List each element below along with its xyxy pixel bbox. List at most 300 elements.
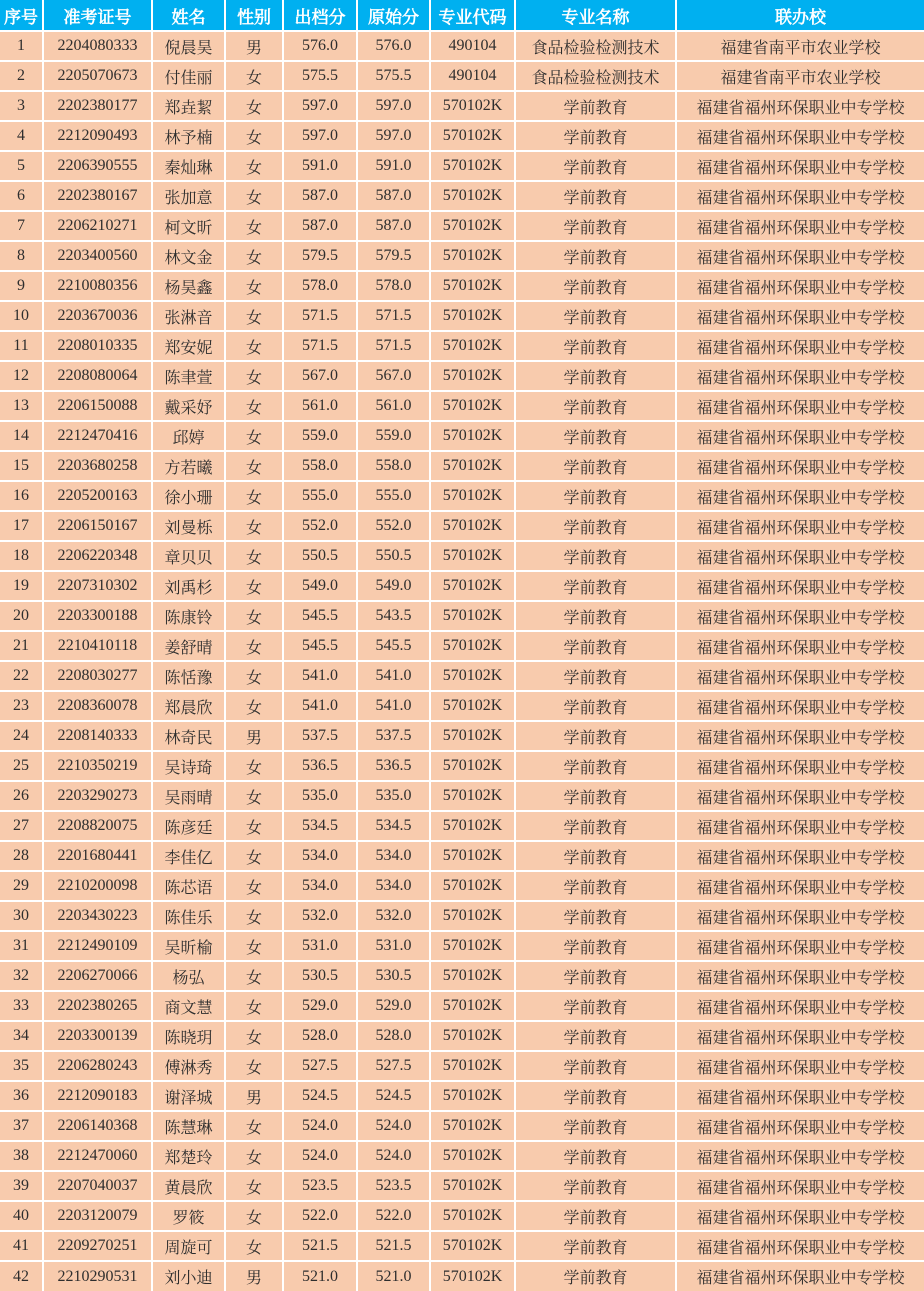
table-row [0, 181, 924, 211]
cell-major-code: 570102K [430, 511, 515, 541]
cell-school: 福建省福州环保职业中专学校 [676, 271, 924, 301]
cell-serial: 32 [0, 961, 43, 991]
cell-major-code: 570102K [430, 991, 515, 1021]
cell-raw-score: 579.5 [357, 241, 430, 271]
cell-name: 陈康铃 [152, 601, 225, 631]
cell-major-name: 学前教育 [515, 871, 676, 901]
table-row [0, 391, 924, 421]
cell-name: 邱婷 [152, 421, 225, 451]
cell-school: 福建省福州环保职业中专学校 [676, 691, 924, 721]
table-row [0, 1051, 924, 1081]
cell-name: 陈芯语 [152, 871, 225, 901]
cell-gender: 女 [225, 751, 283, 781]
cell-raw-score: 578.0 [357, 271, 430, 301]
cell-raw-score: 524.5 [357, 1081, 430, 1111]
table-row [0, 751, 924, 781]
cell-gender: 女 [225, 601, 283, 631]
cell-major-code: 570102K [430, 541, 515, 571]
cell-major-name: 学前教育 [515, 841, 676, 871]
cell-school: 福建省福州环保职业中专学校 [676, 871, 924, 901]
cell-name: 付佳丽 [152, 61, 225, 91]
cell-admit-score: 528.0 [283, 1021, 357, 1051]
cell-major-code: 570102K [430, 1261, 515, 1291]
table-row [0, 601, 924, 631]
cell-raw-score: 535.0 [357, 781, 430, 811]
cell-name: 陈恬豫 [152, 661, 225, 691]
cell-gender: 女 [225, 571, 283, 601]
table-row [0, 961, 924, 991]
cell-serial: 36 [0, 1081, 43, 1111]
table-row [0, 151, 924, 181]
cell-exam-no: 2203400560 [43, 241, 152, 271]
cell-exam-no: 2212490109 [43, 931, 152, 961]
cell-school: 福建省福州环保职业中专学校 [676, 541, 924, 571]
cell-major-name: 学前教育 [515, 901, 676, 931]
cell-exam-no: 2203120079 [43, 1201, 152, 1231]
column-header-admit-score: 出档分 [283, 0, 357, 31]
cell-admit-score: 567.0 [283, 361, 357, 391]
cell-admit-score: 529.0 [283, 991, 357, 1021]
cell-major-name: 学前教育 [515, 331, 676, 361]
table-row [0, 1261, 924, 1291]
cell-raw-score: 576.0 [357, 31, 430, 61]
cell-major-code: 570102K [430, 961, 515, 991]
table-row [0, 361, 924, 391]
cell-major-code: 570102K [430, 751, 515, 781]
cell-major-name: 学前教育 [515, 571, 676, 601]
cell-exam-no: 2212090493 [43, 121, 152, 151]
cell-gender: 女 [225, 121, 283, 151]
table-row [0, 211, 924, 241]
cell-gender: 女 [225, 631, 283, 661]
cell-serial: 10 [0, 301, 43, 331]
cell-major-name: 学前教育 [515, 211, 676, 241]
cell-admit-score: 552.0 [283, 511, 357, 541]
cell-raw-score: 587.0 [357, 211, 430, 241]
table-row [0, 481, 924, 511]
cell-exam-no: 2206390555 [43, 151, 152, 181]
cell-serial: 28 [0, 841, 43, 871]
cell-name: 姜舒晴 [152, 631, 225, 661]
cell-name: 谢泽城 [152, 1081, 225, 1111]
table-row [0, 901, 924, 931]
cell-name: 刘小迪 [152, 1261, 225, 1291]
cell-major-name: 学前教育 [515, 751, 676, 781]
cell-raw-score: 523.5 [357, 1171, 430, 1201]
cell-major-name: 学前教育 [515, 271, 676, 301]
cell-major-code: 570102K [430, 1141, 515, 1171]
cell-raw-score: 549.0 [357, 571, 430, 601]
cell-major-code: 570102K [430, 721, 515, 751]
cell-raw-score: 550.5 [357, 541, 430, 571]
cell-school: 福建省福州环保职业中专学校 [676, 751, 924, 781]
cell-gender: 女 [225, 391, 283, 421]
cell-gender: 女 [225, 61, 283, 91]
cell-serial: 24 [0, 721, 43, 751]
cell-gender: 女 [225, 481, 283, 511]
table-row [0, 301, 924, 331]
table-row [0, 871, 924, 901]
cell-gender: 女 [225, 451, 283, 481]
cell-gender: 女 [225, 811, 283, 841]
cell-major-name: 食品检验检测技术 [515, 61, 676, 91]
cell-major-name: 学前教育 [515, 1141, 676, 1171]
cell-gender: 女 [225, 901, 283, 931]
cell-raw-score: 558.0 [357, 451, 430, 481]
cell-school: 福建省福州环保职业中专学校 [676, 781, 924, 811]
cell-raw-score: 529.0 [357, 991, 430, 1021]
cell-major-code: 570102K [430, 1231, 515, 1261]
cell-school: 福建省福州环保职业中专学校 [676, 211, 924, 241]
cell-serial: 9 [0, 271, 43, 301]
column-header-major-name: 专业名称 [515, 0, 676, 31]
cell-raw-score: 537.5 [357, 721, 430, 751]
cell-school: 福建省福州环保职业中专学校 [676, 181, 924, 211]
cell-exam-no: 2206220348 [43, 541, 152, 571]
cell-raw-score: 521.5 [357, 1231, 430, 1261]
cell-major-name: 学前教育 [515, 481, 676, 511]
cell-raw-score: 591.0 [357, 151, 430, 181]
cell-exam-no: 2202380167 [43, 181, 152, 211]
cell-name: 郑垚絜 [152, 91, 225, 121]
cell-admit-score: 523.5 [283, 1171, 357, 1201]
cell-major-name: 学前教育 [515, 1261, 676, 1291]
cell-admit-score: 575.5 [283, 61, 357, 91]
cell-raw-score: 532.0 [357, 901, 430, 931]
cell-school: 福建省福州环保职业中专学校 [676, 931, 924, 961]
cell-exam-no: 2202380177 [43, 91, 152, 121]
cell-exam-no: 2203680258 [43, 451, 152, 481]
cell-exam-no: 2210410118 [43, 631, 152, 661]
table-row [0, 571, 924, 601]
cell-major-code: 570102K [430, 931, 515, 961]
cell-school: 福建省福州环保职业中专学校 [676, 391, 924, 421]
cell-exam-no: 2210200098 [43, 871, 152, 901]
cell-gender: 女 [225, 781, 283, 811]
table-row [0, 1141, 924, 1171]
cell-major-code: 570102K [430, 841, 515, 871]
cell-admit-score: 536.5 [283, 751, 357, 781]
cell-exam-no: 2207040037 [43, 1171, 152, 1201]
cell-exam-no: 2208360078 [43, 691, 152, 721]
cell-major-code: 570102K [430, 241, 515, 271]
cell-school: 福建省福州环保职业中专学校 [676, 571, 924, 601]
cell-name: 陈彦廷 [152, 811, 225, 841]
cell-school: 福建省福州环保职业中专学校 [676, 421, 924, 451]
cell-exam-no: 2204080333 [43, 31, 152, 61]
cell-exam-no: 2209270251 [43, 1231, 152, 1261]
cell-exam-no: 2205070673 [43, 61, 152, 91]
cell-exam-no: 2203290273 [43, 781, 152, 811]
cell-serial: 3 [0, 91, 43, 121]
cell-gender: 女 [225, 421, 283, 451]
cell-exam-no: 2208820075 [43, 811, 152, 841]
cell-major-code: 490104 [430, 31, 515, 61]
cell-exam-no: 2210350219 [43, 751, 152, 781]
cell-major-code: 570102K [430, 331, 515, 361]
cell-school: 福建省福州环保职业中专学校 [676, 91, 924, 121]
cell-serial: 23 [0, 691, 43, 721]
table-row [0, 841, 924, 871]
header-row [0, 0, 924, 31]
cell-major-name: 学前教育 [515, 391, 676, 421]
cell-exam-no: 2203430223 [43, 901, 152, 931]
cell-admit-score: 591.0 [283, 151, 357, 181]
cell-major-name: 学前教育 [515, 631, 676, 661]
cell-exam-no: 2212470416 [43, 421, 152, 451]
cell-name: 吴昕榆 [152, 931, 225, 961]
cell-school: 福建省福州环保职业中专学校 [676, 601, 924, 631]
cell-admit-score: 578.0 [283, 271, 357, 301]
cell-admit-score: 537.5 [283, 721, 357, 751]
cell-gender: 女 [225, 661, 283, 691]
cell-serial: 2 [0, 61, 43, 91]
cell-raw-score: 541.0 [357, 691, 430, 721]
cell-name: 张淋音 [152, 301, 225, 331]
cell-serial: 16 [0, 481, 43, 511]
table-row [0, 781, 924, 811]
cell-gender: 女 [225, 841, 283, 871]
table-row [0, 631, 924, 661]
cell-gender: 女 [225, 1231, 283, 1261]
cell-raw-score: 597.0 [357, 91, 430, 121]
cell-admit-score: 561.0 [283, 391, 357, 421]
cell-serial: 4 [0, 121, 43, 151]
cell-gender: 男 [225, 1081, 283, 1111]
cell-name: 林奇民 [152, 721, 225, 751]
cell-admit-score: 571.5 [283, 301, 357, 331]
cell-admit-score: 530.5 [283, 961, 357, 991]
cell-major-name: 学前教育 [515, 151, 676, 181]
table-row [0, 661, 924, 691]
table-row [0, 241, 924, 271]
cell-serial: 29 [0, 871, 43, 901]
cell-raw-score: 528.0 [357, 1021, 430, 1051]
cell-serial: 8 [0, 241, 43, 271]
cell-serial: 22 [0, 661, 43, 691]
cell-serial: 31 [0, 931, 43, 961]
table-row [0, 91, 924, 121]
cell-name: 杨弘 [152, 961, 225, 991]
cell-major-name: 学前教育 [515, 691, 676, 721]
cell-admit-score: 541.0 [283, 691, 357, 721]
cell-serial: 6 [0, 181, 43, 211]
cell-major-code: 570102K [430, 1171, 515, 1201]
cell-admit-score: 535.0 [283, 781, 357, 811]
cell-school: 福建省福州环保职业中专学校 [676, 1081, 924, 1111]
cell-admit-score: 545.5 [283, 601, 357, 631]
cell-major-code: 570102K [430, 151, 515, 181]
cell-major-name: 学前教育 [515, 91, 676, 121]
cell-name: 陈聿萱 [152, 361, 225, 391]
cell-name: 傅淋秀 [152, 1051, 225, 1081]
cell-exam-no: 2208140333 [43, 721, 152, 751]
table-row [0, 121, 924, 151]
cell-raw-score: 524.0 [357, 1111, 430, 1141]
cell-raw-score: 545.5 [357, 631, 430, 661]
cell-admit-score: 559.0 [283, 421, 357, 451]
table-row [0, 721, 924, 751]
cell-major-name: 学前教育 [515, 931, 676, 961]
cell-gender: 女 [225, 1021, 283, 1051]
table-row [0, 1021, 924, 1051]
cell-gender: 女 [225, 1141, 283, 1171]
cell-admit-score: 597.0 [283, 121, 357, 151]
table-row [0, 691, 924, 721]
cell-exam-no: 2206150088 [43, 391, 152, 421]
cell-serial: 34 [0, 1021, 43, 1051]
cell-exam-no: 2206270066 [43, 961, 152, 991]
cell-school: 福建省福州环保职业中专学校 [676, 361, 924, 391]
cell-serial: 41 [0, 1231, 43, 1261]
cell-major-name: 学前教育 [515, 181, 676, 211]
cell-name: 徐小珊 [152, 481, 225, 511]
cell-major-code: 570102K [430, 181, 515, 211]
cell-serial: 27 [0, 811, 43, 841]
cell-gender: 男 [225, 31, 283, 61]
cell-gender: 女 [225, 361, 283, 391]
cell-name: 方若曦 [152, 451, 225, 481]
cell-raw-score: 531.0 [357, 931, 430, 961]
cell-admit-score: 524.0 [283, 1111, 357, 1141]
cell-serial: 5 [0, 151, 43, 181]
cell-gender: 女 [225, 991, 283, 1021]
cell-serial: 7 [0, 211, 43, 241]
cell-raw-score: 534.0 [357, 871, 430, 901]
cell-name: 郑晨欣 [152, 691, 225, 721]
cell-gender: 女 [225, 1201, 283, 1231]
cell-exam-no: 2208010335 [43, 331, 152, 361]
cell-name: 吴诗琦 [152, 751, 225, 781]
cell-serial: 18 [0, 541, 43, 571]
cell-school: 福建省福州环保职业中专学校 [676, 511, 924, 541]
cell-admit-score: 531.0 [283, 931, 357, 961]
cell-major-name: 学前教育 [515, 811, 676, 841]
cell-serial: 25 [0, 751, 43, 781]
cell-gender: 男 [225, 1261, 283, 1291]
cell-serial: 26 [0, 781, 43, 811]
cell-raw-score: 559.0 [357, 421, 430, 451]
cell-raw-score: 541.0 [357, 661, 430, 691]
cell-school: 福建省福州环保职业中专学校 [676, 451, 924, 481]
cell-admit-score: 534.0 [283, 841, 357, 871]
column-header-school: 联办校 [676, 0, 924, 31]
cell-raw-score: 575.5 [357, 61, 430, 91]
cell-serial: 35 [0, 1051, 43, 1081]
cell-exam-no: 2206140368 [43, 1111, 152, 1141]
cell-serial: 33 [0, 991, 43, 1021]
cell-major-code: 570102K [430, 811, 515, 841]
cell-gender: 女 [225, 151, 283, 181]
table-row [0, 31, 924, 61]
cell-raw-score: 524.0 [357, 1141, 430, 1171]
table-row [0, 811, 924, 841]
table-row [0, 61, 924, 91]
table-row [0, 511, 924, 541]
cell-major-name: 学前教育 [515, 1051, 676, 1081]
cell-serial: 39 [0, 1171, 43, 1201]
cell-serial: 38 [0, 1141, 43, 1171]
cell-major-code: 570102K [430, 481, 515, 511]
cell-exam-no: 2210290531 [43, 1261, 152, 1291]
cell-major-name: 学前教育 [515, 661, 676, 691]
cell-school: 福建省福州环保职业中专学校 [676, 1261, 924, 1291]
cell-school: 福建省福州环保职业中专学校 [676, 241, 924, 271]
cell-gender: 女 [225, 271, 283, 301]
cell-exam-no: 2208080064 [43, 361, 152, 391]
cell-school: 福建省福州环保职业中专学校 [676, 121, 924, 151]
cell-name: 商文慧 [152, 991, 225, 1021]
cell-major-code: 570102K [430, 1111, 515, 1141]
cell-name: 林文金 [152, 241, 225, 271]
cell-major-name: 学前教育 [515, 961, 676, 991]
cell-admit-score: 576.0 [283, 31, 357, 61]
cell-major-name: 学前教育 [515, 1201, 676, 1231]
cell-gender: 女 [225, 961, 283, 991]
cell-major-code: 570102K [430, 571, 515, 601]
cell-major-name: 学前教育 [515, 541, 676, 571]
cell-gender: 女 [225, 1171, 283, 1201]
cell-name: 刘禹杉 [152, 571, 225, 601]
cell-admit-score: 545.5 [283, 631, 357, 661]
cell-admit-score: 549.0 [283, 571, 357, 601]
table-row [0, 1081, 924, 1111]
column-header-major-code: 专业代码 [430, 0, 515, 31]
cell-name: 杨昊鑫 [152, 271, 225, 301]
cell-exam-no: 2202380265 [43, 991, 152, 1021]
cell-major-name: 学前教育 [515, 721, 676, 751]
cell-admit-score: 555.0 [283, 481, 357, 511]
cell-raw-score: 561.0 [357, 391, 430, 421]
cell-serial: 42 [0, 1261, 43, 1291]
cell-school: 福建省福州环保职业中专学校 [676, 991, 924, 1021]
cell-major-name: 学前教育 [515, 1111, 676, 1141]
cell-major-code: 570102K [430, 361, 515, 391]
column-header-name: 姓名 [152, 0, 225, 31]
cell-admit-score: 521.5 [283, 1231, 357, 1261]
cell-serial: 20 [0, 601, 43, 631]
cell-major-name: 学前教育 [515, 781, 676, 811]
cell-major-code: 570102K [430, 301, 515, 331]
cell-school: 福建省南平市农业学校 [676, 31, 924, 61]
cell-school: 福建省福州环保职业中专学校 [676, 481, 924, 511]
cell-admit-score: 541.0 [283, 661, 357, 691]
cell-raw-score: 555.0 [357, 481, 430, 511]
cell-admit-score: 522.0 [283, 1201, 357, 1231]
cell-major-code: 570102K [430, 661, 515, 691]
cell-major-code: 570102K [430, 781, 515, 811]
cell-school: 福建省福州环保职业中专学校 [676, 331, 924, 361]
cell-serial: 37 [0, 1111, 43, 1141]
table-row [0, 421, 924, 451]
table-row [0, 541, 924, 571]
cell-major-name: 学前教育 [515, 1171, 676, 1201]
cell-school: 福建省福州环保职业中专学校 [676, 961, 924, 991]
cell-name: 戴采妤 [152, 391, 225, 421]
cell-serial: 30 [0, 901, 43, 931]
cell-gender: 男 [225, 721, 283, 751]
cell-major-name: 学前教育 [515, 421, 676, 451]
cell-serial: 1 [0, 31, 43, 61]
cell-school: 福建省福州环保职业中专学校 [676, 1171, 924, 1201]
cell-exam-no: 2205200163 [43, 481, 152, 511]
cell-serial: 13 [0, 391, 43, 421]
cell-school: 福建省福州环保职业中专学校 [676, 1051, 924, 1081]
cell-gender: 女 [225, 91, 283, 121]
cell-admit-score: 532.0 [283, 901, 357, 931]
column-header-raw-score: 原始分 [357, 0, 430, 31]
cell-school: 福建省福州环保职业中专学校 [676, 901, 924, 931]
